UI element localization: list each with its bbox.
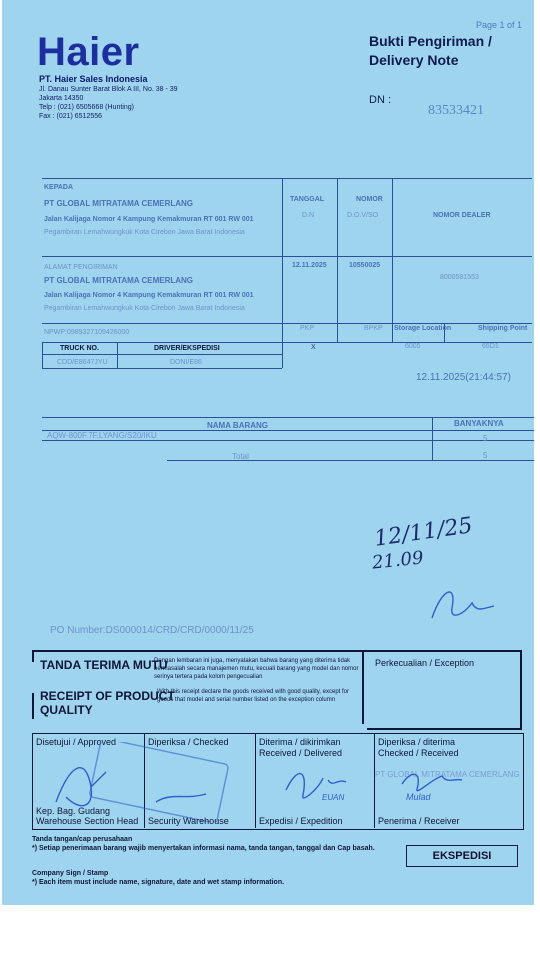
footer-line4: *) Each item must include name, signature, date and wet stamp information. [32, 879, 285, 886]
alamat-city: Pegambiran Lemahwungkuk Kota Cirebon Jawa Barat Indonesia [44, 305, 245, 312]
address-line: Jl. Danau Sunter Barat Blok A III, No. 38 - 39 [39, 86, 178, 93]
security-label: Security Warehouse [148, 816, 229, 826]
bpkp-label: BPKP [364, 325, 383, 332]
kepada-label: KEPADA [44, 184, 74, 191]
handwritten-time: 21.09 [371, 547, 425, 574]
footer-line3: Company Sign / Stamp [32, 870, 109, 877]
shipping-label: Shipping Point [478, 325, 528, 332]
item-qty: 5 [483, 434, 488, 443]
receipt-text-id: Dengan lembaran ini juga, menyatakan bahwa barang yang diterima tidak bermasalah secara manajemen mutu, kecuali barang yang model dan nomor serinya tertera pada kolom pengecualian [154, 658, 359, 680]
company-name: PT. Haier Sales Indonesia [39, 74, 148, 84]
kepada-city: Pegambiran Lemahwungkuk Kota Cirebon Jawa Barat Indonesia [44, 229, 245, 236]
alamat-address: Jalan Kalijaga Nomor 4 Kampung Kemakmuran RT 001 RW 001 [44, 292, 254, 299]
footer-line2: *) Setiap penerimaan barang wajib menyertakan informasi nama, tanda tangan, tanggal dan Cap basah. [32, 845, 375, 852]
expedition-label: Expedisi / Expedition [259, 816, 343, 826]
driver-value: DONI/E86 [170, 359, 202, 366]
signature-receiver-top [422, 578, 502, 628]
shipping-value: 65D1 [482, 343, 499, 350]
receipt-title-id: TANDA TERIMA MUTU [40, 658, 168, 672]
page-number: Page 1 of 1 [476, 20, 523, 30]
receipt-title-en: RECEIPT OF PRODUCT QUALITY [40, 689, 175, 717]
tanggal-sub: D.N [302, 212, 315, 219]
receipt-text-en: With this receipt declare the goods received with good quality, except for goods that model and serial number listed on the exception column [157, 689, 349, 703]
date-value: 12.11.2025 [292, 262, 327, 269]
handwritten-date: 12/11/25 [372, 513, 475, 552]
npwp: NPWP:0989327109426000 [44, 329, 130, 336]
pkp-value: X [311, 344, 316, 351]
dealer-label: NOMOR DEALER [433, 212, 491, 219]
nomor-label: NOMOR [356, 196, 383, 203]
approved-label: Disetujui / Approved [36, 737, 117, 747]
doc-title: Bukti Pengiriman / Delivery Note [369, 33, 492, 68]
total-label: Total [232, 452, 249, 461]
checked-received-label: Diperiksa / diterima Checked / Received [378, 737, 459, 758]
delivery-note-paper [2, 0, 534, 905]
kepada-name: PT GLOBAL MITRATAMA CEMERLANG [44, 199, 194, 208]
nomor-sub: D.O.V/SO [347, 212, 379, 219]
pkp-label: PKP [300, 325, 315, 332]
delivered-label: Diterima / dikirimkan Received / Delivered [259, 737, 343, 758]
receiver-label: Penerima / Receiver [378, 816, 460, 826]
tanggal-label: TANGGAL [290, 196, 325, 203]
alamat-name: PT GLOBAL MITRATAMA CEMERLANG [44, 276, 194, 285]
item-name: AQW-800F.7F.LYANG/S20/IKU [47, 431, 157, 440]
alamat-label: ALAMAT PENGIRIMAN [44, 264, 118, 271]
dn-number: 83533421 [428, 103, 484, 118]
receiver-stamp: PT GLOBAL MITRATAMA CEMERLANG [375, 770, 520, 779]
head-label: Kep. Bag. Gudang Warehouse Section Head [36, 806, 139, 826]
truck-label: TRUCK NO. [60, 345, 99, 352]
dealer-number: 8000581553 [440, 274, 479, 281]
exception-label: Perkecualian / Exception [375, 658, 475, 668]
footer-line1: Tanda tangan/cap perusahaan [32, 836, 133, 843]
col-nama-barang: NAMA BARANG [207, 421, 269, 430]
address-line: Telp : (021) 6505668 (Hunting) [39, 104, 134, 111]
storage-value: 6005 [405, 343, 421, 350]
col-banyaknya: BANYAKNYA [454, 419, 504, 428]
expedition-handwriting: EUAN [322, 793, 345, 802]
po-number: PO Number:DS000014/CRD/CRD/0000/11/25 [50, 625, 254, 636]
ekspedisi-badge: EKSPEDISI [406, 845, 518, 867]
receiver-handwriting: Mulad [406, 792, 431, 802]
haier-logo: Haier [37, 30, 140, 74]
address-line: Fax : (021) 6512556 [39, 113, 103, 120]
checked-label: Diperiksa / Checked [148, 737, 229, 747]
dn-label: DN : [369, 94, 391, 106]
storage-label: Storage Location [394, 325, 452, 332]
address-line: Jakarta 14350 [39, 95, 84, 102]
order-number: 10550025 [349, 262, 381, 269]
driver-label: DRIVER/EKSPEDISI [154, 345, 220, 352]
truck-value: CDD/E8647JYU [57, 359, 108, 366]
print-timestamp: 12.11.2025(21:44:57) [416, 372, 511, 383]
kepada-address: Jalan Kalijaga Nomor 4 Kampung Kemakmuran RT 001 RW 001 [44, 216, 254, 223]
total-qty: 5 [483, 451, 488, 460]
